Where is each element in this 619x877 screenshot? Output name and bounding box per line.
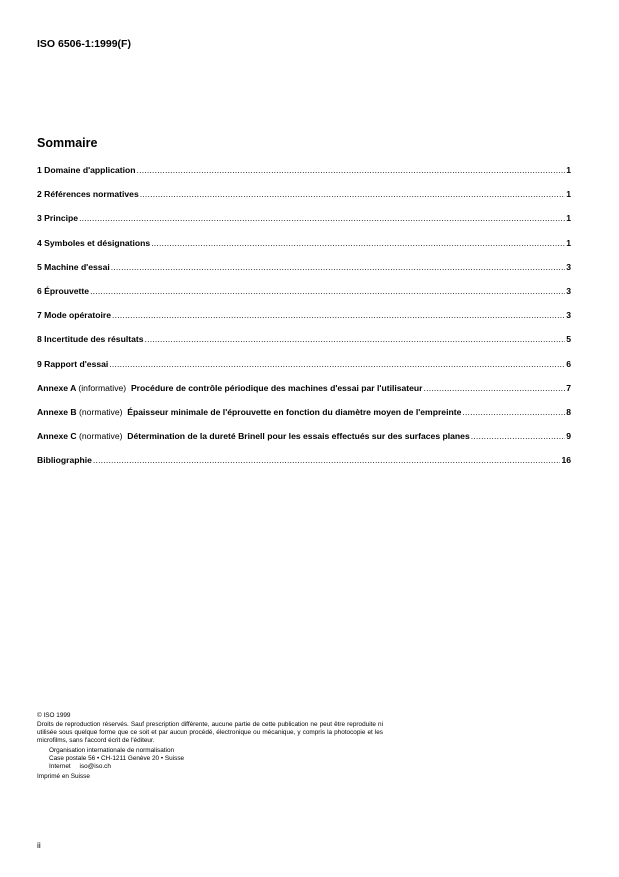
annex-type: (normative) (79, 431, 123, 442)
copyright-line: © ISO 1999 (37, 712, 71, 719)
annex-type: (informative) (78, 382, 127, 393)
toc-entry-annex-b[interactable] (37, 407, 571, 431)
toc-entry-annex-c[interactable] (37, 431, 571, 455)
toc-entry-label: 6 Éprouvette (37, 285, 90, 296)
toc-leader (93, 455, 561, 465)
toc-entry[interactable] (37, 310, 571, 334)
annex-id: Annexe C (37, 431, 77, 442)
toc-entry-label: 3 Principe (37, 213, 79, 224)
toc-entry-page: 9 (566, 431, 571, 442)
toc-leader (109, 359, 565, 369)
toc-leader (462, 407, 565, 417)
toc-entry[interactable] (37, 455, 571, 479)
toc-entry[interactable] (37, 359, 571, 383)
annex-title: Épaisseur minimale de l'éprouvette en fonction du diamètre moyen de l'empreinte (127, 406, 462, 417)
toc-entry-label: 5 Machine d'essai (37, 261, 110, 272)
toc-entry-label (37, 407, 461, 417)
toc-entry-label: 2 Références normatives (37, 189, 139, 200)
publisher-internet: Internet iso@iso.ch (49, 763, 111, 770)
toc-leader (145, 334, 566, 344)
table-of-contents (37, 165, 571, 479)
annex-title: Procédure de contrôle périodique des machines d'essai par l'utilisateur (130, 382, 423, 393)
toc-entry-page: 1 (566, 189, 571, 200)
toc-entry-page: 5 (566, 334, 571, 345)
toc-leader (137, 165, 566, 175)
toc-leader (79, 213, 565, 223)
toc-leader (111, 262, 565, 272)
toc-entry-page: 6 (566, 358, 571, 369)
toc-entry[interactable] (37, 189, 571, 213)
toc-entry-page: 3 (566, 285, 571, 296)
toc-entry[interactable] (37, 238, 571, 262)
annex-title: Détermination de la dureté Brinell pour les essais effectués sur des surfaces planes (127, 431, 470, 442)
toc-entry-label (37, 431, 470, 441)
toc-entry[interactable] (37, 334, 571, 358)
toc-leader (151, 238, 565, 248)
toc-title: Sommaire (37, 136, 98, 150)
toc-entry-page: 7 (566, 382, 571, 393)
toc-entry-page: 3 (566, 310, 571, 321)
printed-in: Imprimé en Suisse (37, 773, 90, 780)
annex-id: Annexe B (37, 406, 77, 417)
page-number: ii (37, 840, 41, 850)
toc-entry-label: 8 Incertitude des résultats (37, 334, 144, 345)
toc-leader (90, 286, 565, 296)
toc-entry-page: 3 (566, 261, 571, 272)
toc-entry-label (37, 383, 423, 393)
publisher-postal: Case postale 56 • CH-1211 Genève 20 • Suisse (49, 755, 185, 762)
annex-id: Annexe A (37, 382, 76, 393)
toc-entry-page: 1 (566, 165, 571, 175)
toc-entry-page: 1 (566, 237, 571, 248)
toc-entry-label: 7 Mode opératoire (37, 310, 112, 321)
toc-leader (140, 189, 565, 199)
toc-entry-label: Bibliographie (37, 455, 92, 466)
toc-entry-annex-a[interactable] (37, 383, 571, 407)
toc-entry-label: 1 Domaine d'application (37, 165, 136, 175)
annex-type: (normative) (79, 406, 123, 417)
toc-entry[interactable] (37, 165, 571, 189)
toc-entry-label: 9 Rapport d'essai (37, 358, 109, 369)
document-id: ISO 6506-1:1999(F) (37, 38, 131, 50)
toc-entry-page: 16 (561, 455, 571, 466)
toc-leader (471, 431, 565, 441)
toc-entry[interactable] (37, 213, 571, 237)
copyright-notice: Droits de reproduction réservés. Sauf prescription différente, aucune partie de cette publication ne peut être reproduite ni utilisée sous quelque forme que ce soit et par aucun procédé, électronique ou mécanique, y compris la photocopie et les microfilms, sans l'accord écrit de l'éditeur. (37, 721, 383, 744)
toc-entry-label: 4 Symboles et désignations (37, 237, 151, 248)
toc-leader (424, 383, 566, 393)
toc-entry-page: 8 (566, 406, 571, 417)
publisher-address (37, 747, 383, 771)
toc-entry[interactable] (37, 262, 571, 286)
copyright-block (37, 712, 383, 781)
toc-entry[interactable] (37, 286, 571, 310)
toc-leader (112, 310, 565, 320)
toc-entry-page: 1 (566, 213, 571, 224)
publisher-org: Organisation internationale de normalisation (49, 747, 175, 754)
